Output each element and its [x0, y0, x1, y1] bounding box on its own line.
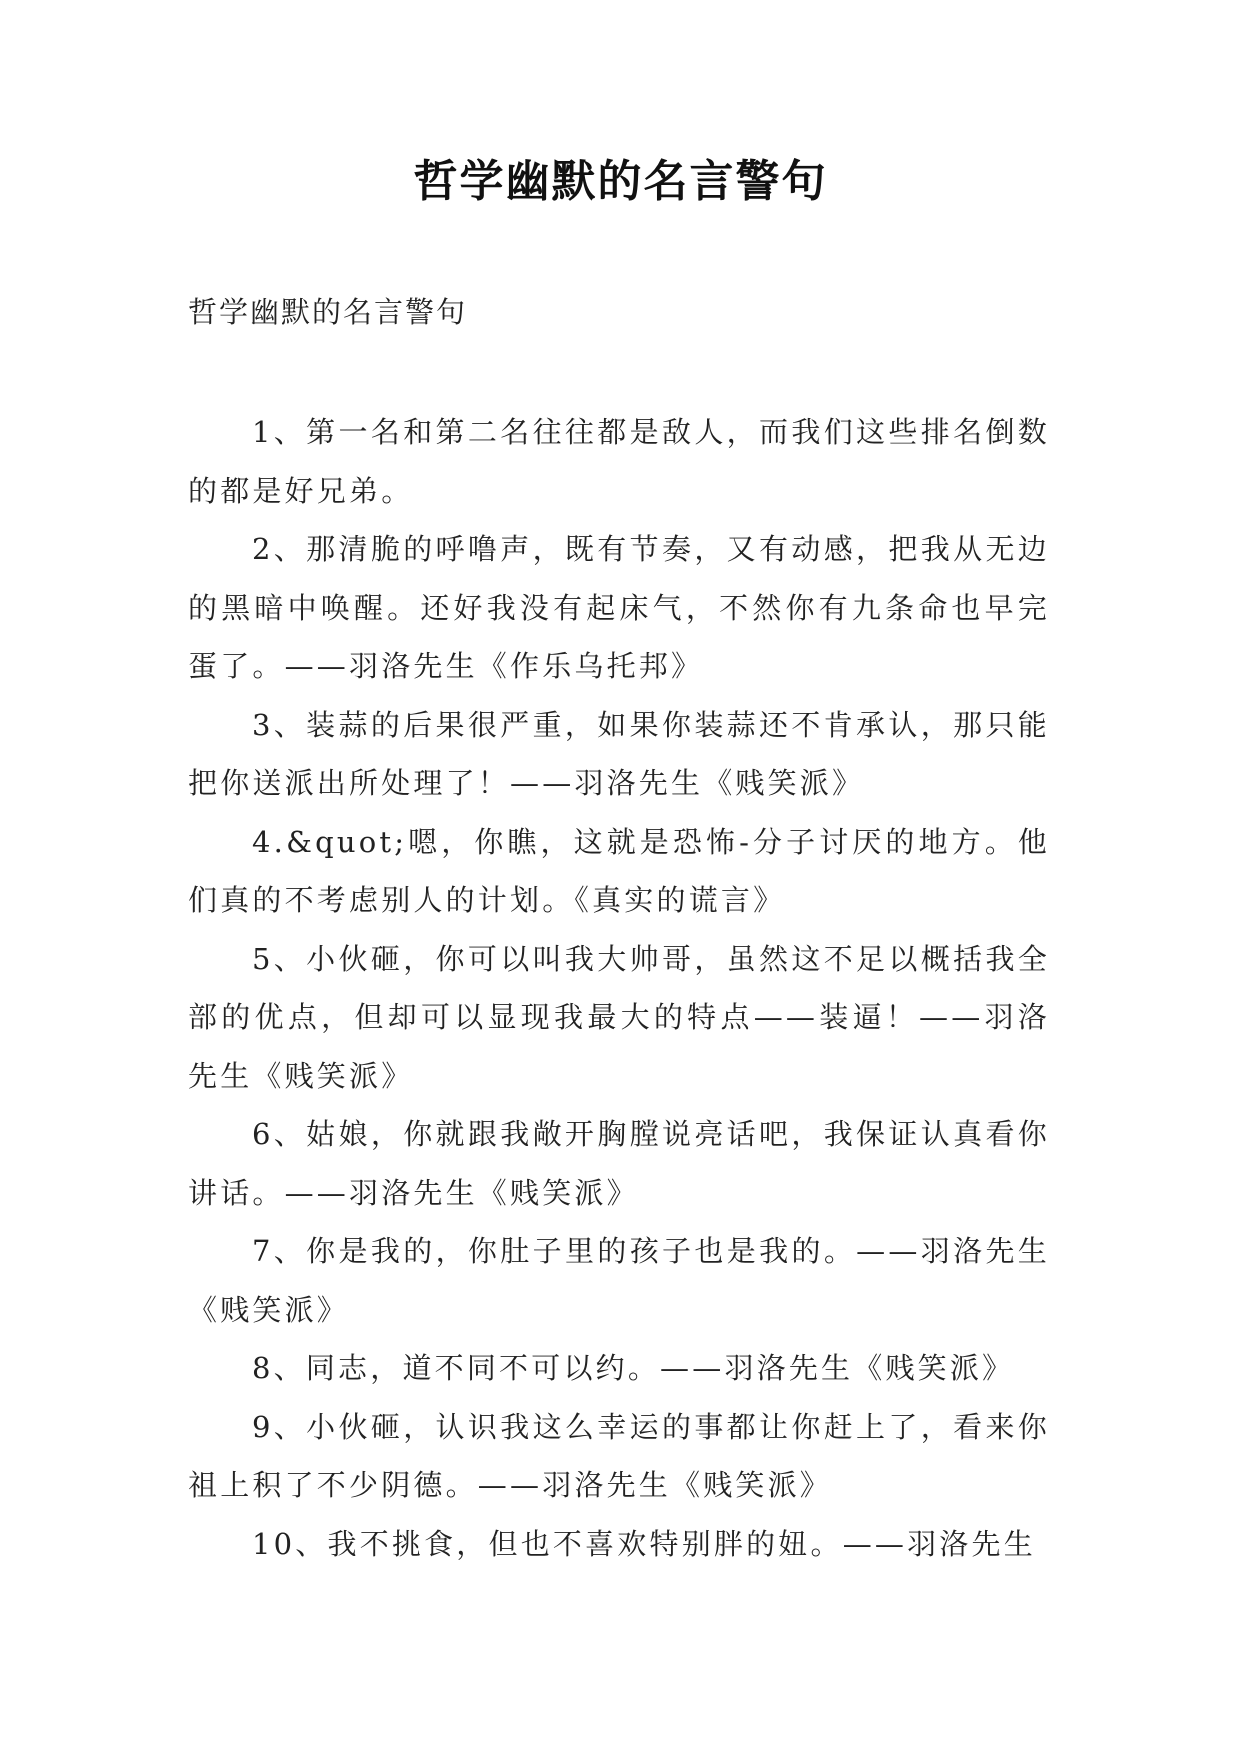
- quote-item: 7、你是我的，你肚子里的孩子也是我的。——羽洛先生《贱笑派》: [188, 1234, 1050, 1327]
- quote-item: 3、装蒜的后果很严重，如果你装蒜还不肯承认，那只能把你送派出所处理了！——羽洛先生《贱笑派》: [188, 707, 1050, 800]
- document-title: 哲学幽默的名言警句: [413, 156, 828, 207]
- quote-item: 2、那清脆的呼噜声，既有节奏，又有动感，把我从无边的黑暗中唤醒。还好我没有起床气，不然你有九条命也早完蛋了。——羽洛先生《作乐乌托邦》: [188, 532, 1050, 683]
- quote-item: 9、小伙砸，认识我这么幸运的事都让你赶上了，看来你祖上积了不少阴德。——羽洛先生《贱笑派》: [188, 1409, 1050, 1502]
- quote-item: 8、同志，道不同不可以约。——羽洛先生《贱笑派》: [252, 1351, 1015, 1385]
- quote-item: 5、小伙砸，你可以叫我大帅哥，虽然这不足以概括我全部的优点，但却可以显现我最大的特点——装逼！——羽洛先生《贱笑派》: [188, 941, 1050, 1093]
- quote-list: [188, 403, 1050, 1573]
- document-subtitle: 哲学幽默的名言警句: [188, 295, 468, 329]
- quote-item: 6、姑娘，你就跟我敞开胸膛说亮话吧，我保证认真看你讲话。——羽洛先生《贱笑派》: [188, 1117, 1050, 1210]
- quote-item: 10、我不挑食，但也不喜欢特别胖的妞。——羽洛先生: [252, 1526, 1036, 1561]
- quote-item: 1、第一名和第二名往往都是敌人，而我们这些排名倒数的都是好兄弟。: [188, 415, 1050, 508]
- quote-item: 4.&quot;嗯，你瞧，这就是恐怖-分子讨厌的地方。他们真的不考虑别人的计划。《真实的谎言》: [188, 824, 1050, 917]
